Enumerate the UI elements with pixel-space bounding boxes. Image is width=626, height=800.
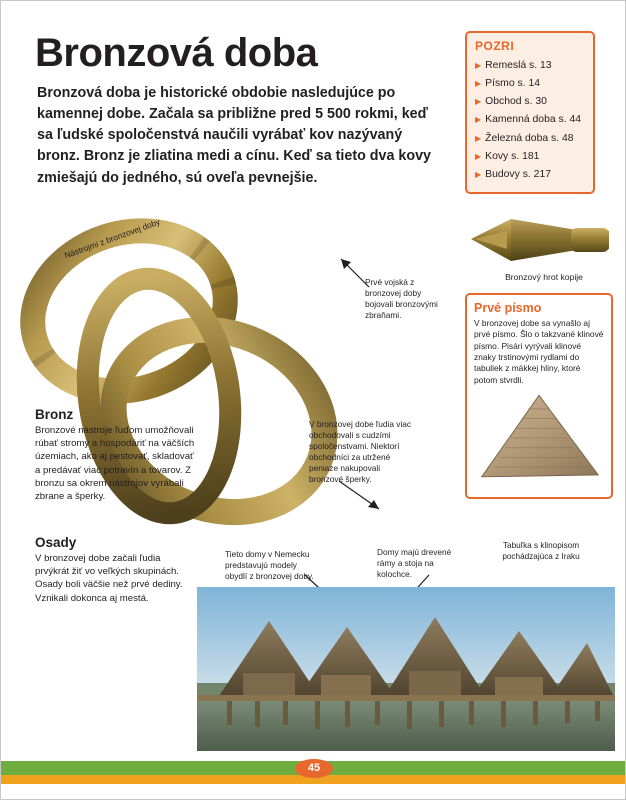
village-photo xyxy=(197,587,615,751)
spear-caption: Bronzový hrot kopije xyxy=(505,272,583,282)
list-item[interactable] xyxy=(475,130,585,148)
see-also-label: Obchod s. 30 xyxy=(485,96,547,108)
page-number: 45 xyxy=(295,759,333,778)
section-heading: Bronz xyxy=(35,407,74,422)
see-also-label: Kamenná doba s. 44 xyxy=(485,114,582,126)
triangle-right-icon: ▶ xyxy=(475,115,482,125)
see-also-label: Železná doba s. 48 xyxy=(485,132,574,144)
triangle-right-icon: ▶ xyxy=(475,79,482,89)
page-title: Bronzová doba xyxy=(35,31,318,75)
spear-head-photo xyxy=(467,209,615,271)
bronze-age-village-illustration xyxy=(197,587,615,751)
section-heading: Osady xyxy=(35,535,77,550)
see-also-box xyxy=(465,31,595,194)
triangle-right-icon: ▶ xyxy=(475,151,482,161)
first-writing-box xyxy=(465,293,613,499)
see-also-label: Budovy s. 217 xyxy=(485,168,552,180)
section-body: V bronzovej dobe začali ľudia prvýkrát žiť vo veľkých skupinách. Osady boli väčšie než prvé dediny. Vznikali dokonca aj mestá. xyxy=(35,553,183,604)
triangle-right-icon: ▶ xyxy=(475,97,482,107)
triangle-right-icon: ▶ xyxy=(475,133,482,143)
callout-weapons: Prvé vojská z bronzovej doby bojovali bronzovými zbraňami. xyxy=(365,277,438,320)
list-item[interactable] xyxy=(475,148,585,166)
triangle-right-icon: ▶ xyxy=(475,169,482,179)
triangle-right-icon: ▶ xyxy=(475,61,482,70)
clay-tablet-illustration xyxy=(474,392,604,484)
first-writing-title: Prvé písmo xyxy=(474,301,542,315)
see-also-label: Písmo s. 14 xyxy=(485,78,541,90)
section-body: Bronzové nástroje ľuďom umožňovali rúbať stromy a hospodáriť na väčších územiach, ako aj pestovať, skladovať a predávať viac potravín a tovarov. Z bronzu sa okrem nástrojov vyrábali zbrane a šperky. xyxy=(35,425,195,503)
callout-ring-label: Nástrojmi z bronzovej doby xyxy=(63,216,162,261)
see-also-label: Kovy s. 181 xyxy=(485,150,540,162)
callout-roofs: Domy majú drevené rámy a stoja na kolochce. xyxy=(377,547,452,579)
list-item[interactable] xyxy=(475,57,585,75)
arrow-icon xyxy=(337,479,383,515)
callout-trade: V bronzovej dobe ľudia viac obchodovali s cudzími spoločenstvami. Niektorí obchodníci za utržené peniaze nakupovali bronzové šperky. xyxy=(309,419,412,484)
section-osady xyxy=(35,535,195,605)
list-item[interactable] xyxy=(475,166,585,184)
section-bronz xyxy=(35,407,197,503)
spear-head-illustration xyxy=(467,209,615,271)
callout-houses: Tieto domy v Nemecku predstavujú modely obydlí z bronzovej doby. xyxy=(225,549,314,581)
list-item[interactable] xyxy=(475,75,585,93)
first-writing-body: V bronzovej dobe sa vynašlo aj prvé písmo. Šlo o takzvané klinové písmo. Pisári vyrývali klinové znaky trstinovými rydlami do tabuliek z mäkkej hliny, ktoré potom stvrdli. xyxy=(474,318,604,385)
clay-tablet-caption: Tabuľka s klinopisom pochádzajúca z Iraku xyxy=(502,541,580,561)
intro-paragraph: Bronzová doba je historické obdobie nasledujúce po kamennej dobe. Začala sa približne pred 5 500 rokmi, keď sa ľudské spoločenstvá naučili vyrábať kov nazývaný bronz. Bronz je zliatina medi a cínu. Keď sa tieto dva kovy zmiešajú do jedného, sú oveľa pevnejšie. xyxy=(37,85,432,186)
arrow-icon xyxy=(333,253,373,293)
see-also-title: POZRI xyxy=(475,39,515,53)
list-item[interactable] xyxy=(475,111,585,129)
see-also-label: Remeslá s. 13 xyxy=(485,60,552,71)
list-item[interactable] xyxy=(475,93,585,111)
